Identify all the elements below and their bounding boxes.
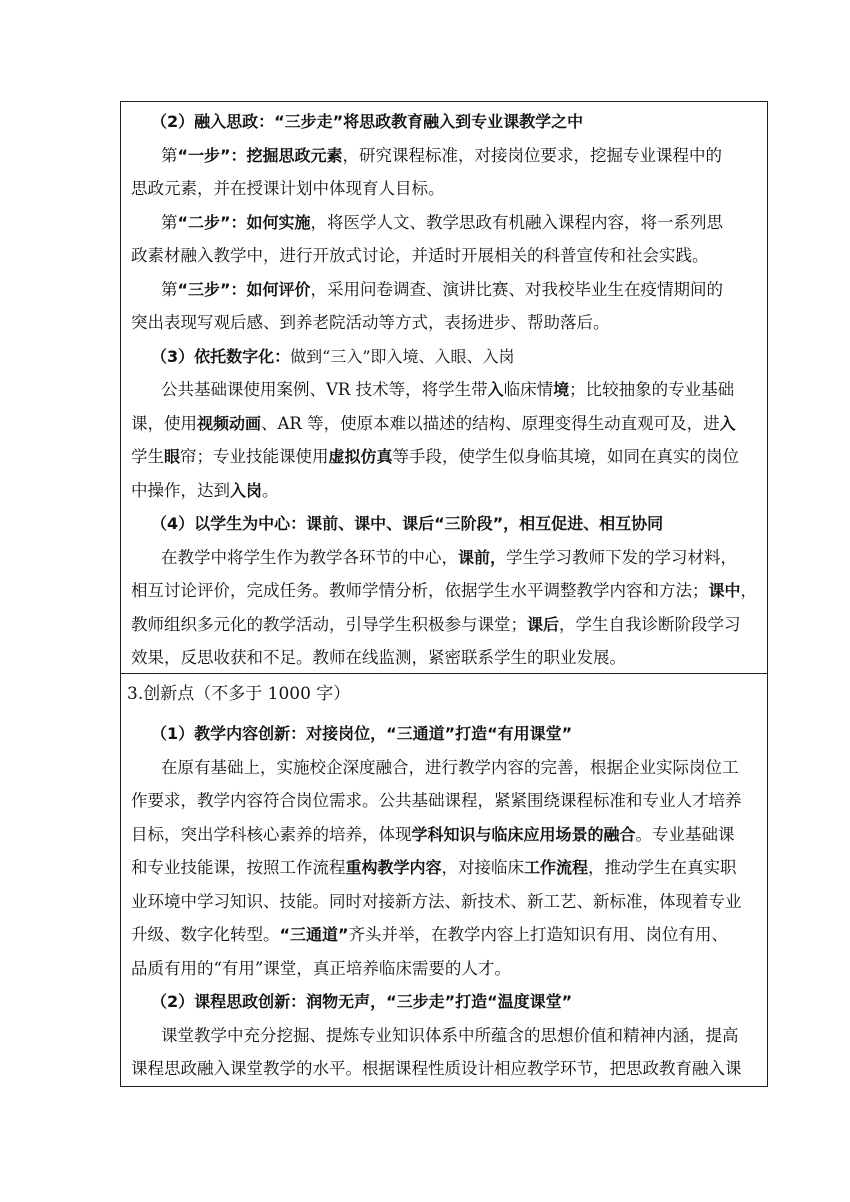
student-line-2: 相互讨论评价，完成任务。教师学情分析，依据学生水平调整教学内容和方法；课中，	[131, 581, 758, 600]
step2-cont: 政素材融入教学中，进行开放式讨论，并适时开展相关的科普宣传和社会实践。	[131, 246, 709, 265]
step2-line: 第“二步”：如何实施，将医学人文、教学思政有机融入课程内容，将一系列思	[161, 213, 724, 232]
content-line-2: 作要求，教学内容符合岗位需求。公共基础课程，紧紧围绕课程标准和专业人才培养	[131, 791, 742, 810]
content-line-7: 品质有用的“有用”课堂，真正培养临床需要的人才。	[131, 959, 511, 978]
content-line-4: 和专业技能课，按照工作流程重构教学内容，对接临床工作流程，推动学生在真实职	[131, 858, 737, 877]
heading-student-centered: （4）以学生为中心：课前、课中、课后“三阶段”，相互促进、相互协同	[151, 514, 664, 533]
digital-line-4: 中操作，达到入岗。	[131, 481, 279, 500]
digital-line-1: 公共基础课使用案例、VR 技术等，将学生带入临床情境；比较抽象的专业基础	[161, 380, 735, 399]
student-line-1: 在教学中将学生作为教学各环节的中心，课前，学生学习教师下发的学习材料，	[161, 548, 738, 567]
heading-ideology-innovation: （2）课程思政创新：润物无声，“三步走”打造“温度课堂”	[151, 992, 573, 1011]
content-table	[120, 101, 768, 1087]
table-row	[121, 673, 767, 1086]
step3-line: 第“三步”：如何评价，采用问卷调查、演讲比赛、对我校毕业生在疫情期间的	[161, 280, 724, 299]
content-line-3: 目标，突出学科核心素养的培养，体现学科知识与临床应用场景的融合。专业基础课	[131, 825, 735, 844]
heading-ideology: （2）融入思政：“三步走”将思政教育融入到专业课教学之中	[151, 112, 584, 131]
digital-line-2: 课，使用视频动画、AR 等，使原本难以描述的结构、原理变得生动直观可及，进入	[131, 414, 736, 433]
step3-cont: 突出表现写观后感、到养老院活动等方式，表扬进步、帮助落后。	[131, 313, 610, 332]
heading-digital: （3）依托数字化：做到“三入”即入境、入眼、入岗	[151, 347, 515, 366]
digital-line-3: 学生眼帘；专业技能课使用虚拟仿真等手段，使学生似身临其境，如同在真实的岗位	[131, 447, 740, 466]
heading-content-innovation: （1）教学内容创新：对接岗位，“三通道”打造“有用课堂”	[151, 724, 573, 743]
content-line-1: 在原有基础上，实施校企深度融合，进行教学内容的完善，根据企业实际岗位工	[161, 758, 739, 777]
ideology-line-1: 课堂教学中充分挖掘、提炼专业知识体系中所蕴含的思想价值和精神内涵，提高	[161, 1026, 739, 1045]
section-title: 3.创新点（不多于 1000 字）	[127, 684, 351, 704]
student-line-4: 效果，反思收获和不足。教师在线监测，紧密联系学生的职业发展。	[131, 648, 626, 667]
step1-line: 第“一步”：挖掘思政元素，研究课程标准，对接岗位要求，挖掘专业课程中的	[161, 146, 723, 165]
ideology-line-2: 课程思政融入课堂教学的水平。根据课程性质设计相应教学环节，把思政教育融入课	[131, 1059, 742, 1078]
step1-cont: 思政元素，并在授课计划中体现育人目标。	[131, 179, 445, 198]
table-row	[121, 102, 767, 674]
student-line-3: 教师组织多元化的教学活动，引导学生积极参与课堂；课后，学生自我诊断阶段学习	[131, 615, 741, 634]
content-line-5: 业环境中学习知识、技能。同时对接新方法、新技术、新工艺、新标准，体现着专业	[131, 892, 742, 911]
content-line-6: 升级、数字化转型。“三通道”齐头并举，在教学内容上打造知识有用、岗位有用、	[131, 925, 729, 944]
